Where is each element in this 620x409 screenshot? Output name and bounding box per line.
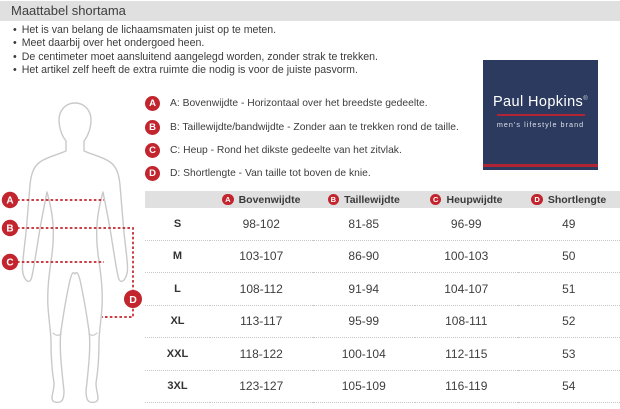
figure-marker-letter: D	[129, 293, 137, 306]
value-cell: 118-122	[210, 338, 313, 371]
bullet-icon: •	[13, 50, 17, 63]
figure-marker-b-icon	[2, 220, 18, 236]
value-cell: 95-99	[313, 306, 416, 339]
logo-brand-name	[483, 94, 598, 110]
table-header-taillewijdte	[313, 191, 416, 208]
column-header-label: Taillewijdte	[344, 193, 400, 206]
value-cell: 100-103	[415, 241, 518, 274]
value-cell: 98-102	[210, 208, 313, 241]
value-cell: 54	[518, 371, 620, 404]
table-header-shortlengte	[518, 191, 620, 208]
header-marker-d-icon: D	[531, 194, 543, 206]
legend-marker-a-icon: A	[145, 96, 160, 111]
figure-marker-letter: C	[6, 257, 14, 269]
body-figure	[0, 95, 150, 409]
value-cell: 49	[518, 208, 620, 241]
instructions-list	[13, 24, 378, 78]
legend-item-text: B: Taillewijdte/bandwijdte - Zonder aan te trekken rond de taille.	[170, 121, 459, 133]
figure-marker-letter: A	[6, 195, 14, 207]
logo-brand-name-text: Paul Hopkins	[492, 94, 584, 110]
knee-mark-left	[53, 333, 61, 335]
value-cell: 108-112	[210, 273, 313, 306]
value-cell: 113-117	[210, 306, 313, 339]
legend-item-text: C: Heup - Rond het dikste gedeelte van het zitvlak.	[170, 144, 402, 156]
bullet-icon: •	[13, 24, 17, 36]
value-cell: 52	[518, 306, 620, 339]
figure-marker-c-icon	[2, 254, 18, 270]
table-header-heupwijdte	[415, 191, 518, 208]
table-header-size-column	[145, 191, 210, 208]
value-cell: 53	[518, 338, 620, 371]
logo-registered-mark: ®	[583, 96, 589, 103]
page-title: Maattabel shortama	[0, 1, 620, 21]
legend-item-text: D: Shortlengte - Van taille tot boven de knie.	[170, 168, 371, 180]
legend-marker-d-icon: D	[145, 166, 160, 181]
instruction-text: De centimeter moet aansluitend aangelegd worden, zonder strak te trekken.	[21, 50, 378, 63]
size-table	[145, 191, 620, 403]
size-cell: S	[145, 208, 210, 241]
logo-tagline: men's lifestyle brand	[496, 120, 585, 129]
measurement-legend	[145, 92, 459, 186]
instruction-item	[13, 64, 378, 77]
size-cell: M	[145, 241, 210, 274]
bullet-icon: •	[13, 64, 17, 77]
header-marker-c-icon: C	[430, 194, 442, 206]
bullet-icon: •	[13, 37, 17, 50]
size-cell: 3XL	[145, 371, 210, 404]
value-cell: 103-107	[210, 241, 313, 274]
header-marker-a-icon: A	[222, 194, 234, 206]
value-cell: 104-107	[415, 273, 518, 306]
size-cell: XL	[145, 306, 210, 339]
value-cell: 96-99	[415, 208, 518, 241]
knee-mark-right	[89, 333, 97, 335]
column-header-label: Bovenwijdte	[238, 193, 301, 206]
value-cell: 86-90	[313, 241, 416, 274]
legend-item	[145, 162, 459, 185]
size-cell: L	[145, 273, 210, 306]
instruction-item	[13, 24, 378, 37]
header-marker-b-icon: B	[328, 194, 340, 206]
instruction-item	[13, 51, 378, 64]
instruction-text: Het artikel zelf heeft de extra ruimte die nodig is voor de juiste pasvorm.	[21, 64, 358, 77]
brand-logo	[483, 60, 598, 170]
table-header-bovenwijdte	[210, 191, 313, 208]
legend-item	[145, 139, 459, 162]
legend-marker-b-icon: B	[145, 120, 160, 135]
legend-item	[145, 115, 459, 138]
column-header-label: Shortlengte	[547, 193, 607, 206]
figure-marker-d-icon	[124, 290, 142, 308]
measure-line-b-d	[17, 228, 133, 317]
value-cell: 51	[518, 273, 620, 306]
value-cell: 123-127	[210, 371, 313, 404]
column-header-label: Heupwijdte	[446, 193, 503, 206]
instruction-item	[13, 37, 378, 50]
value-cell: 112-115	[415, 338, 518, 371]
value-cell: 91-94	[313, 273, 416, 306]
logo-bottom-stripe	[483, 164, 598, 167]
legend-marker-c-icon: C	[145, 143, 160, 158]
value-cell: 100-104	[313, 338, 416, 371]
value-cell: 105-109	[313, 371, 416, 404]
logo-divider	[497, 114, 585, 116]
value-cell: 116-119	[415, 371, 518, 404]
legend-item	[145, 92, 459, 115]
value-cell: 81-85	[313, 208, 416, 241]
value-cell: 50	[518, 241, 620, 274]
legend-item-text: A: Bovenwijdte - Horizontaal over het breedste gedeelte.	[170, 98, 428, 110]
figure-marker-letter: B	[6, 223, 14, 235]
value-cell: 108-111	[415, 306, 518, 339]
instruction-text: Meet daarbij over het ondergoed heen.	[21, 37, 205, 50]
figure-marker-a-icon	[2, 192, 18, 208]
size-cell: XXL	[145, 338, 210, 371]
body-silhouette	[22, 103, 127, 402]
instruction-text: Het is van belang de lichaamsmaten juist op te meten.	[21, 24, 277, 36]
